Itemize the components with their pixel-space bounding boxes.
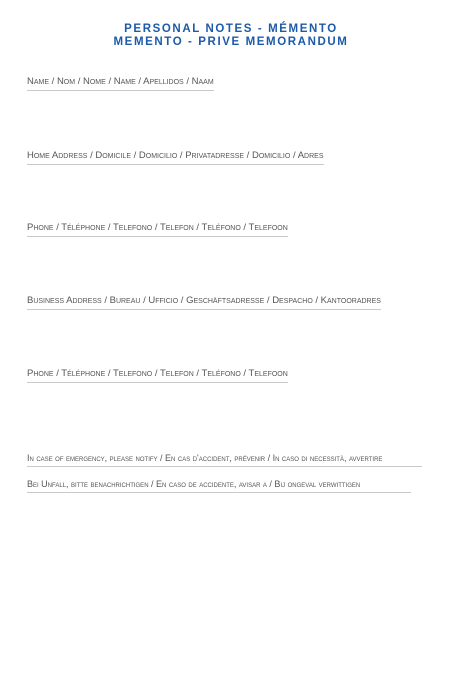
home-address-field-label: Home Address / Domicile / Domicilio / Privatadresse / Domicilio / Adres <box>27 150 324 165</box>
name-field-label: Name / Nom / Nome / Name / Apellidos / Naam <box>27 76 214 91</box>
title-line-1: PERSONAL NOTES - MÉMENTO <box>124 23 338 35</box>
business-address-field-label: Business Address / Bureau / Ufficio / Geschäftsadresse / Despacho / Kantooradres <box>27 295 381 310</box>
title-line-2: MEMENTO - PRIVE MEMORANDUM <box>113 36 349 48</box>
business-phone-field-label: Phone / Téléphone / Telefono / Telefon / Teléfono / Telefoon <box>27 368 288 383</box>
emergency-contact-label-1: In case of emergency, please notify / En cas d'accident, prévenir / In caso di necessità, avvertire <box>27 453 422 467</box>
home-phone-field-label: Phone / Téléphone / Telefono / Telefon / Teléfono / Telefoon <box>27 222 288 237</box>
page-title <box>0 23 462 49</box>
emergency-contact-label-2: Bei Unfall, bitte benachrichtigen / En caso de accidente, avisar a / Bij ongeval verwittigen <box>27 479 411 493</box>
